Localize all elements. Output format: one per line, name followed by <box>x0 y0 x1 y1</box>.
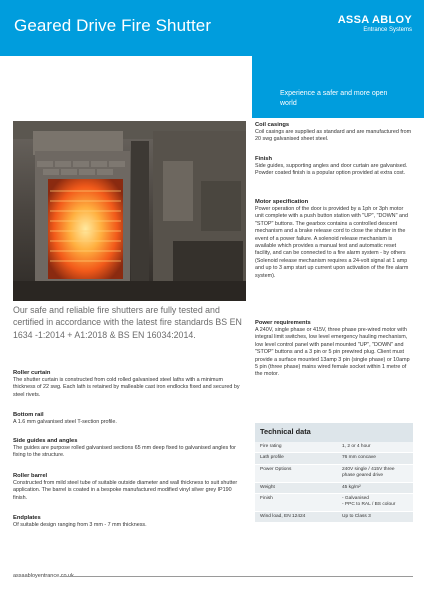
section-heading: Roller curtain <box>13 370 51 376</box>
row-value: 240V single / 415V three phase geared drive <box>337 464 413 482</box>
intro-paragraph: Our safe and reliable fire shutters are fully tested and certified in accordance with the latest fire standards BS EN 1634 -1:2014 + A1:2018 & BS EN 16034:2014. <box>13 305 242 340</box>
section-text: Coil casings are supplied as standard and are manufactured from 20 swg galvanised sheet steel. <box>255 129 412 143</box>
section-heading: Finish <box>255 156 273 162</box>
section-text: Constructed from mild steel tube of suitable outside diameter and wall thickness to suit shutter application. The barrel is coated in a bespoke manufactured modified vinyl silver grey IP190 finish. <box>13 480 238 501</box>
left-section-roller-curtain <box>13 369 246 399</box>
table-row <box>255 482 413 493</box>
section-heading: Roller barrel <box>13 473 48 479</box>
row-label: Fire rating <box>255 442 337 453</box>
row-value: 45 kg/m² <box>337 482 413 493</box>
section-text: Power operation of the door is provided by a 1ph or 3ph motor unit complete with a push button station with "UP", "DOWN" and "STOP" buttons. The gearbox contains a controlled descent mechanism and a brake release cord to close the shutter in the event of a power failure. A solenoid release mechanism is available which provides a manual test and automatic reset facility, and can be connected to a fire alarm system - by others (Solenoid release mechanism requires a 24-volt signal at 1 amp and up to 3 amp start up current upon activation of the fire alarm system). <box>255 206 409 279</box>
right-section-coil-casings <box>255 121 413 144</box>
footer-website[interactable]: assaabloyentrance.co.uk <box>13 573 74 579</box>
section-heading: Coil casings <box>255 122 290 128</box>
left-section-side-guides <box>13 437 246 460</box>
row-label: Weight <box>255 482 337 493</box>
table-row <box>255 511 413 522</box>
left-section-roller-barrel <box>13 472 246 502</box>
brand-subtitle: Entrance Systems <box>363 27 412 33</box>
table-row <box>255 442 413 453</box>
tagline: Experience a safer and more open world <box>280 90 388 107</box>
technical-data-title: Technical data <box>255 423 413 442</box>
row-label: Wind load, EN 12424 <box>255 511 337 522</box>
row-label: Power Options <box>255 464 337 482</box>
right-section-motor-specification <box>255 198 413 280</box>
row-value: - Galvanised - PPC to RAL / BS colour <box>337 494 413 512</box>
technical-data-rows <box>255 442 413 523</box>
table-row <box>255 464 413 482</box>
fire-test-photo <box>13 121 246 301</box>
section-text: Side guides, supporting angles and door curtain are galvanised. Powder coated finish is a popular option provided at extra cost. <box>255 163 408 177</box>
row-label: Lath profile <box>255 453 337 464</box>
section-text: The shutter curtain is constructed from cold rolled galvanised steel laths with a minimum thickness of 22 swg. Each lath is retained by malleable cast iron endlocks fixed and secured by steel rivets. <box>13 377 240 398</box>
right-section-finish <box>255 155 413 178</box>
right-section-power-requirements <box>255 319 413 379</box>
table-row <box>255 453 413 464</box>
header-banner <box>0 0 424 56</box>
brand-logo: ASSA ABLOY <box>337 14 412 26</box>
row-label: Finish <box>255 494 337 512</box>
section-text: Of suitable design ranging from 3 mm - 7 mm thickness. <box>13 522 147 528</box>
table-row <box>255 494 413 512</box>
section-text: A 1.6 mm galvanised steel T-section profile. <box>13 419 117 425</box>
section-text: A 240V, single phase or 415V, three phase pre-wired motor with integral limit switches, low level emergency hauling mechanism, low level control panel with panel mounted "UP", "DOWN" and "STOP" buttons and a 3 pin or 5 pin prewired plug. Client must provide a surface mounted 13amp 3 pin (single phase) or 10amp 5 pin (three phase) mains wired female socket within 1 metre of the motor. <box>255 327 410 378</box>
footer-divider <box>60 576 413 577</box>
section-heading: Bottom rail <box>13 412 44 418</box>
tagline-box <box>252 56 424 118</box>
row-value: 1, 2 or 4 hour <box>337 442 413 453</box>
section-heading: Motor specification <box>255 199 309 205</box>
left-section-endplates <box>13 514 246 529</box>
row-value: 76 mm concave <box>337 453 413 464</box>
section-text: The guides are purpose rolled galvanised sections 65 mm deep fixed to galvanised angles for fixing to the structure. <box>13 445 236 459</box>
section-heading: Side guides and angles <box>13 438 78 444</box>
section-heading: Endplates <box>13 515 41 521</box>
technical-data-table <box>255 423 413 523</box>
section-heading: Power requirements <box>255 320 311 326</box>
left-section-bottom-rail <box>13 411 246 426</box>
row-value: Up to Class 3 <box>337 511 413 522</box>
page-title: Geared Drive Fire Shutter <box>14 16 212 35</box>
